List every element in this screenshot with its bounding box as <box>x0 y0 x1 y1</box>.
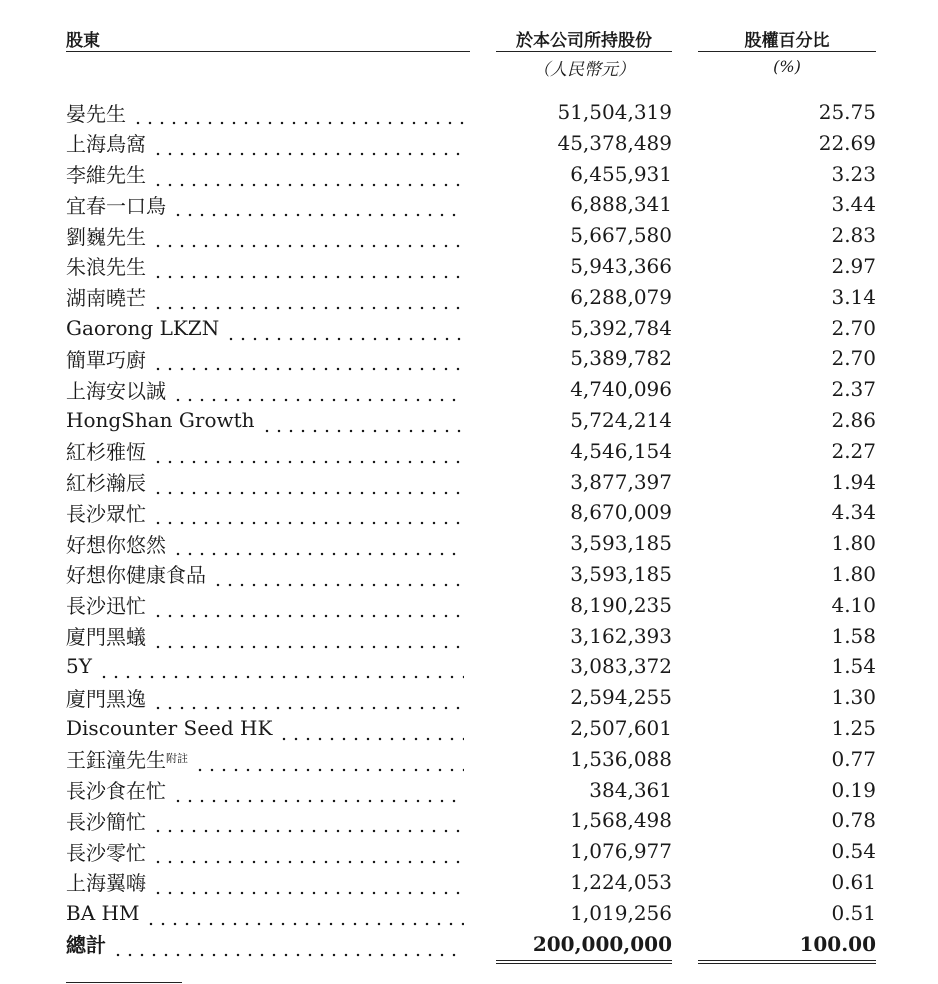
shares-value: 8,670,009 <box>570 500 672 525</box>
shares-value: 5,389,782 <box>570 346 672 371</box>
dot-leader <box>148 220 464 250</box>
shares-value: 8,190,235 <box>570 592 672 617</box>
dot-leader <box>257 405 464 435</box>
table-row <box>0 590 938 621</box>
percentage-value: 4.34 <box>831 500 876 525</box>
header-underline <box>66 51 470 52</box>
percentage-value: 2.86 <box>831 407 876 432</box>
shareholder-name: 宜春一口鳥 <box>66 193 166 218</box>
shareholder-name-cell <box>66 436 464 466</box>
dot-leader <box>168 528 464 558</box>
shareholder-name: 紅杉雅恆 <box>66 440 146 465</box>
shareholder-name-cell <box>66 590 464 620</box>
table-row <box>0 97 938 128</box>
shareholder-name-cell <box>66 313 464 343</box>
shares-value: 4,546,154 <box>570 438 672 463</box>
dot-leader <box>148 159 464 189</box>
shareholder-name: 李維先生 <box>66 163 146 188</box>
total-row <box>0 929 938 960</box>
shares-value: 45,378,489 <box>557 130 672 155</box>
dot-leader <box>148 590 464 620</box>
shares-column-header: 於本公司所持股份 <box>516 31 652 51</box>
shares-value: 2,507,601 <box>570 715 672 740</box>
shareholder-name: 廈門黑蟻 <box>66 625 146 650</box>
shareholder-name: BA HM <box>66 900 140 925</box>
table-row <box>0 128 938 159</box>
shares-value: 6,455,931 <box>570 161 672 186</box>
shareholder-name: 5Y <box>66 654 92 679</box>
dot-leader <box>148 251 464 281</box>
shares-value: 3,162,393 <box>570 623 672 648</box>
dot-leader <box>141 898 464 928</box>
table-row <box>0 313 938 344</box>
table-row <box>0 405 938 436</box>
table-row <box>0 528 938 559</box>
shareholder-name: 好想你健康食品 <box>66 563 206 588</box>
shareholder-name-cell <box>66 220 464 250</box>
dot-leader <box>108 929 464 959</box>
shareholder-name-cell <box>66 713 464 743</box>
shareholder-name-cell <box>66 775 464 805</box>
shares-value: 1,568,498 <box>570 808 672 833</box>
percentage-value: 1.94 <box>831 469 876 494</box>
dot-leader <box>221 313 464 343</box>
table-row <box>0 805 938 836</box>
table-row <box>0 343 938 374</box>
dot-leader <box>148 682 464 712</box>
dot-leader <box>168 374 464 404</box>
percentage-value: 25.75 <box>818 100 876 124</box>
shares-unit-label: （人民幣元） <box>533 60 635 80</box>
footnote-divider <box>66 982 182 983</box>
table-row <box>0 189 938 220</box>
header-underline <box>698 51 876 52</box>
shareholder-name: Discounter Seed HK <box>66 715 273 740</box>
shareholder-name: 劉巍先生 <box>66 224 146 249</box>
shareholder-name-cell <box>66 836 464 866</box>
shareholder-name-cell <box>66 343 464 373</box>
dot-leader <box>148 621 464 651</box>
shares-value: 1,076,977 <box>570 839 672 864</box>
shareholder-name-cell <box>66 159 464 189</box>
percentage-value: 3.23 <box>831 161 876 186</box>
shareholder-name-cell <box>66 128 464 158</box>
table-row <box>0 713 938 744</box>
total-double-underline <box>496 963 672 964</box>
table-row <box>0 467 938 498</box>
shareholder-name: 上海鳥窩 <box>66 132 146 157</box>
table-row <box>0 836 938 867</box>
total-double-underline <box>698 960 876 961</box>
dot-leader <box>190 744 464 774</box>
dot-leader <box>274 713 464 743</box>
percentage-value: 1.30 <box>831 685 876 710</box>
percentage-value: 1.54 <box>831 654 876 679</box>
shareholder-name: Gaorong LKZN <box>66 315 220 340</box>
percentage-value: 2.70 <box>831 346 876 371</box>
shares-value: 6,288,079 <box>570 284 672 309</box>
shareholder-name: 晏先生 <box>66 101 126 126</box>
shareholder-name-cell <box>66 251 464 281</box>
shareholder-name: 紅杉瀚辰 <box>66 471 146 496</box>
table-row <box>0 374 938 405</box>
dot-leader <box>148 497 464 527</box>
shareholder-name-cell: 王鈺潼先生 附註 <box>66 744 464 774</box>
shareholder-name-cell <box>66 682 464 712</box>
shareholder-name-cell <box>66 467 464 497</box>
shareholder-name: 長沙食在忙 <box>66 779 166 804</box>
shareholder-name-cell <box>66 621 464 651</box>
shareholder-name-cell <box>66 898 464 928</box>
shares-value: 3,083,372 <box>570 654 672 679</box>
shareholder-name: 好想你悠然 <box>66 532 166 557</box>
shareholder-name: 簡單巧廚 <box>66 347 146 372</box>
percentage-value: 2.27 <box>831 438 876 463</box>
shareholder-name: 長沙簡忙 <box>66 809 146 834</box>
percentage-value: 1.25 <box>831 715 876 740</box>
shares-value: 5,392,784 <box>570 315 672 340</box>
shares-value: 2,594,255 <box>570 685 672 710</box>
dot-leader <box>168 189 464 219</box>
shares-value: 3,877,397 <box>570 469 672 494</box>
percentage-value: 4.10 <box>831 592 876 617</box>
shares-value: 1,536,088 <box>570 746 672 771</box>
shares-value: 1,224,053 <box>570 869 672 894</box>
shareholder-name: 朱浪先生 <box>66 255 146 280</box>
shareholder-name-cell <box>66 189 464 219</box>
dot-leader <box>148 343 464 373</box>
shares-value: 5,667,580 <box>570 223 672 248</box>
shareholder-name-cell <box>66 929 464 959</box>
total-double-underline <box>496 960 672 961</box>
header-underline <box>496 51 672 52</box>
table-row <box>0 251 938 282</box>
percentage-value: 2.37 <box>831 377 876 402</box>
total-double-underline <box>698 963 876 964</box>
shares-value: 6,888,341 <box>570 192 672 217</box>
dot-leader <box>148 805 464 835</box>
shares-value: 384,361 <box>589 777 672 802</box>
dot-leader <box>148 282 464 312</box>
shareholder-name-cell <box>66 497 464 527</box>
percentage-value: 1.58 <box>831 623 876 648</box>
percentage-value: 2.83 <box>831 223 876 248</box>
shareholder-name: 上海安以誠 <box>66 378 166 403</box>
shareholder-name: HongShan Growth <box>66 407 255 432</box>
shareholder-name-cell <box>66 867 464 897</box>
shareholder-name: 王鈺潼先生 <box>66 748 166 773</box>
shares-value: 51,504,319 <box>557 100 672 124</box>
shareholder-column-header: 股東 <box>66 31 100 51</box>
percentage-value: 2.70 <box>831 315 876 340</box>
percentage-value: 0.51 <box>831 900 876 925</box>
table-row <box>0 651 938 682</box>
shares-value: 3,593,185 <box>570 561 672 586</box>
table-row <box>0 497 938 528</box>
table-row <box>0 898 938 929</box>
shareholder-name: 長沙迅忙 <box>66 594 146 619</box>
shareholder-name-cell <box>66 651 464 681</box>
shareholder-name-cell <box>66 405 464 435</box>
percentage-value: 3.14 <box>831 284 876 309</box>
percentage-value: 0.61 <box>831 869 876 894</box>
dot-leader <box>94 651 464 681</box>
shareholder-name: 長沙零忙 <box>66 840 146 865</box>
percentage-unit-label: (%) <box>773 57 801 76</box>
percentage-value: 0.78 <box>831 808 876 833</box>
dot-leader <box>148 467 464 497</box>
shares-value: 1,019,256 <box>570 900 672 925</box>
percentage-value: 1.80 <box>831 561 876 586</box>
shareholder-name-cell <box>66 559 464 589</box>
shareholder-name-cell <box>66 282 464 312</box>
dot-leader <box>148 436 464 466</box>
shares-value: 200,000,000 <box>532 931 672 956</box>
table-row <box>0 159 938 190</box>
percentage-value: 0.77 <box>831 746 876 771</box>
percentage-column-header: 股權百分比 <box>744 31 830 51</box>
percentage-value: 22.69 <box>818 130 876 155</box>
shareholder-name-cell <box>66 374 464 404</box>
shareholder-name-cell <box>66 805 464 835</box>
shareholder-name-cell <box>66 97 464 127</box>
table-row <box>0 682 938 713</box>
percentage-value: 2.97 <box>831 253 876 278</box>
table-row <box>0 282 938 313</box>
shareholder-name: 湖南曉芒 <box>66 286 146 311</box>
percentage-value: 100.00 <box>799 931 876 956</box>
dot-leader <box>168 775 464 805</box>
percentage-value: 0.54 <box>831 839 876 864</box>
shareholder-name: 長沙眾忙 <box>66 501 146 526</box>
percentage-value: 3.44 <box>831 192 876 217</box>
percentage-value: 1.80 <box>831 531 876 556</box>
dot-leader <box>208 559 464 589</box>
shares-value: 5,943,366 <box>570 253 672 278</box>
shareholder-name: 上海翼嗨 <box>66 871 146 896</box>
dot-leader <box>148 128 464 158</box>
shareholder-name-cell <box>66 528 464 558</box>
table-row <box>0 220 938 251</box>
table-row <box>0 621 938 652</box>
table-row <box>0 744 938 775</box>
table-row <box>0 559 938 590</box>
dot-leader <box>148 836 464 866</box>
table-row <box>0 775 938 806</box>
percentage-value: 0.19 <box>831 777 876 802</box>
table-body <box>0 97 938 959</box>
shares-value: 3,593,185 <box>570 531 672 556</box>
dot-leader <box>148 867 464 897</box>
table-row <box>0 867 938 898</box>
dot-leader <box>128 97 464 127</box>
shares-value: 5,724,214 <box>570 407 672 432</box>
shareholder-name: 廈門黑逸 <box>66 686 146 711</box>
table-row <box>0 436 938 467</box>
shareholder-name: 總計 <box>66 933 106 958</box>
shares-value: 4,740,096 <box>570 377 672 402</box>
